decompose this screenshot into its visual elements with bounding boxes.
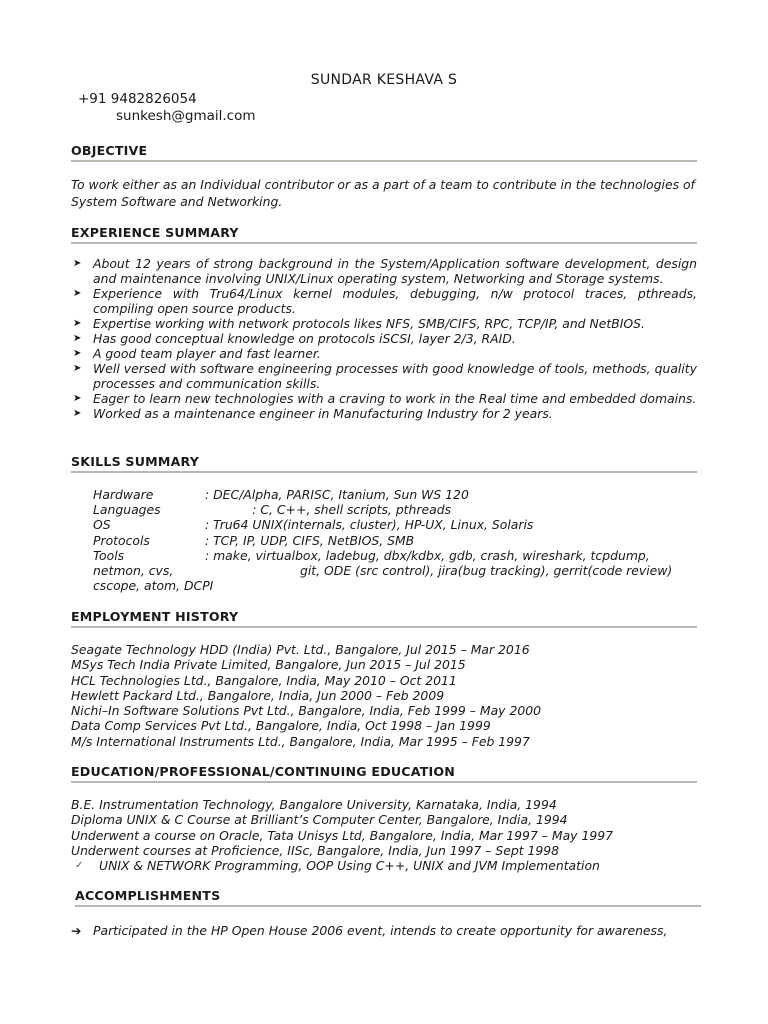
candidate-name: SUNDAR KESHAVA S (310, 72, 458, 88)
accomplishments-heading: ACCOMPLISHMENTS (75, 888, 701, 907)
skill-row-continued: cscope, atom, DCPI (93, 578, 214, 594)
experience-heading: EXPERIENCE SUMMARY (71, 225, 697, 244)
list-item: ➤ Experience with Tru64/Linux kernel modules, debugging, n/w protocol traces, pthreads, compiling open source products. (73, 286, 697, 316)
list-item: HCL Technologies Ltd., Bangalore, India, May 2010 – Oct 2011 (71, 672, 457, 688)
list-item: B.E. Instrumentation Technology, Bangalore University, Karnataka, India, 1994 (71, 797, 557, 812)
objective-heading: OBJECTIVE (71, 143, 697, 162)
list-item: Diploma UNIX & C Course at Brilliant’s Computer Center, Bangalore, India, 1994 (71, 812, 568, 828)
arrow-bullet-icon: ➤ (73, 318, 82, 329)
list-item: ➤ Has good conceptual knowledge on protocols iSCSI, layer 2/3, RAID. (73, 331, 516, 346)
skills-table (93, 487, 697, 593)
skill-label: Languages (93, 502, 161, 518)
skill-value: : Tru64 UNIX(internals, cluster), HP-UX, Linux, Solaris (205, 517, 534, 533)
list-item: ➤ Well versed with software engineering processes with good knowledge of tools, methods, quality processes and communication skills. (73, 361, 697, 391)
list-item: ➔ Participated in the HP Open House 2006 event, intends to create opportunity for awareness, (71, 923, 668, 938)
experience-section (71, 225, 697, 421)
objective-section (71, 143, 697, 210)
list-item: ➤ Worked as a maintenance engineer in Manufacturing Industry for 2 years. (73, 406, 553, 421)
skill-row (93, 502, 697, 517)
skill-label: Protocols (93, 532, 150, 548)
list-item: Underwent courses at Proficience, IISc, Bangalore, India, Jun 1997 – Sept 1998 (71, 842, 560, 858)
arrow-bullet-icon: ➤ (73, 333, 82, 344)
skill-label: Hardware (93, 487, 154, 502)
arrow-bullet-icon: ➤ (73, 408, 82, 419)
skill-label: Tools (93, 547, 125, 563)
skill-row (93, 517, 697, 532)
list-item: Nichi–In Software Solutions Pvt Ltd., Bangalore, India, Feb 1999 – May 2000 (71, 703, 541, 719)
skill-row (93, 548, 697, 563)
accomplishments-list (71, 923, 701, 938)
arrow-bullet-icon: ➤ (73, 393, 82, 404)
list-item: Hewlett Packard Ltd., Bangalore, India, Jun 2000 – Feb 2009 (71, 687, 445, 703)
education-section (71, 764, 697, 873)
skill-row (93, 533, 697, 548)
skill-row (93, 487, 697, 502)
list-item: Underwent a course on Oracle, Tata Unisys Ltd, Bangalore, India, Mar 1997 – May 1997 (71, 827, 613, 843)
skill-value: : C, C++, shell scripts, pthreads (205, 502, 452, 518)
skill-value: netmon, cvs, (93, 563, 174, 579)
email-address: sunkesh@gmail.com (116, 108, 256, 124)
list-item: ➤ About 12 years of strong background in the System/Application software development, design and maintenance involving UNIX/Linux operating system, Networking and Storage systems. (73, 256, 697, 286)
list-item: ➤ Expertise working with network protocols likes NFS, SMB/CIFS, RPC, TCP/IP, and NetBIOS. (73, 316, 645, 331)
list-item: Data Comp Services Pvt Ltd., Bangalore, India, Oct 1998 – Jan 1999 (71, 718, 491, 734)
skill-row-continued (93, 563, 697, 578)
accomplishments-section (71, 888, 701, 938)
list-item: ➤ A good team player and fast learner. (73, 346, 321, 361)
arrow-bullet-icon: ➤ (73, 348, 82, 359)
checkmark-icon: ✓ (75, 860, 84, 872)
skills-section (71, 454, 697, 593)
arrow-bullet-icon: ➤ (73, 288, 82, 299)
employment-section (71, 609, 697, 749)
skill-value: git, ODE (src control), jira(bug tracking), gerrit(code review) (300, 563, 673, 579)
skill-value: : TCP, IP, UDP, CIFS, NetBIOS, SMB (205, 532, 415, 548)
arrow-bullet-icon: ➤ (73, 363, 82, 374)
skill-value: : DEC/Alpha, PARISC, Itanium, Sun WS 120 (205, 487, 469, 502)
skills-heading: SKILLS SUMMARY (71, 454, 697, 473)
list-item: Seagate Technology HDD (India) Pvt. Ltd., Bangalore, Jul 2015 – Mar 2016 (71, 642, 530, 657)
phone-number: +91 9482826054 (78, 91, 197, 107)
employment-list (71, 642, 697, 749)
experience-list (71, 256, 697, 421)
education-list (71, 797, 697, 873)
arrow-bullet-icon: ➤ (73, 258, 82, 269)
list-item: ➤ Eager to learn new technologies with a craving to work in the Real time and embedded domains. (73, 391, 697, 406)
list-item: M/s International Instruments Ltd., Bangalore, India, Mar 1995 – Feb 1997 (71, 733, 530, 749)
list-item: ✓ UNIX & NETWORK Programming, OOP Using C++, UNIX and JVM Implementation (75, 858, 600, 874)
objective-text: To work either as an Individual contributor or as a part of a team to contribute in the technologies of System Software and Networking. (71, 177, 695, 209)
list-item: MSys Tech India Private Limited, Bangalore, Jun 2015 – Jul 2015 (71, 657, 466, 673)
employment-heading: EMPLOYMENT HISTORY (71, 609, 697, 628)
skill-label: OS (93, 517, 111, 533)
education-heading: EDUCATION/PROFESSIONAL/CONTINUING EDUCATION (71, 764, 697, 783)
skill-value: : make, virtualbox, ladebug, dbx/kdbx, gdb, crash, wireshark, tcpdump, (205, 547, 650, 563)
arrow-right-icon: ➔ (71, 923, 82, 938)
